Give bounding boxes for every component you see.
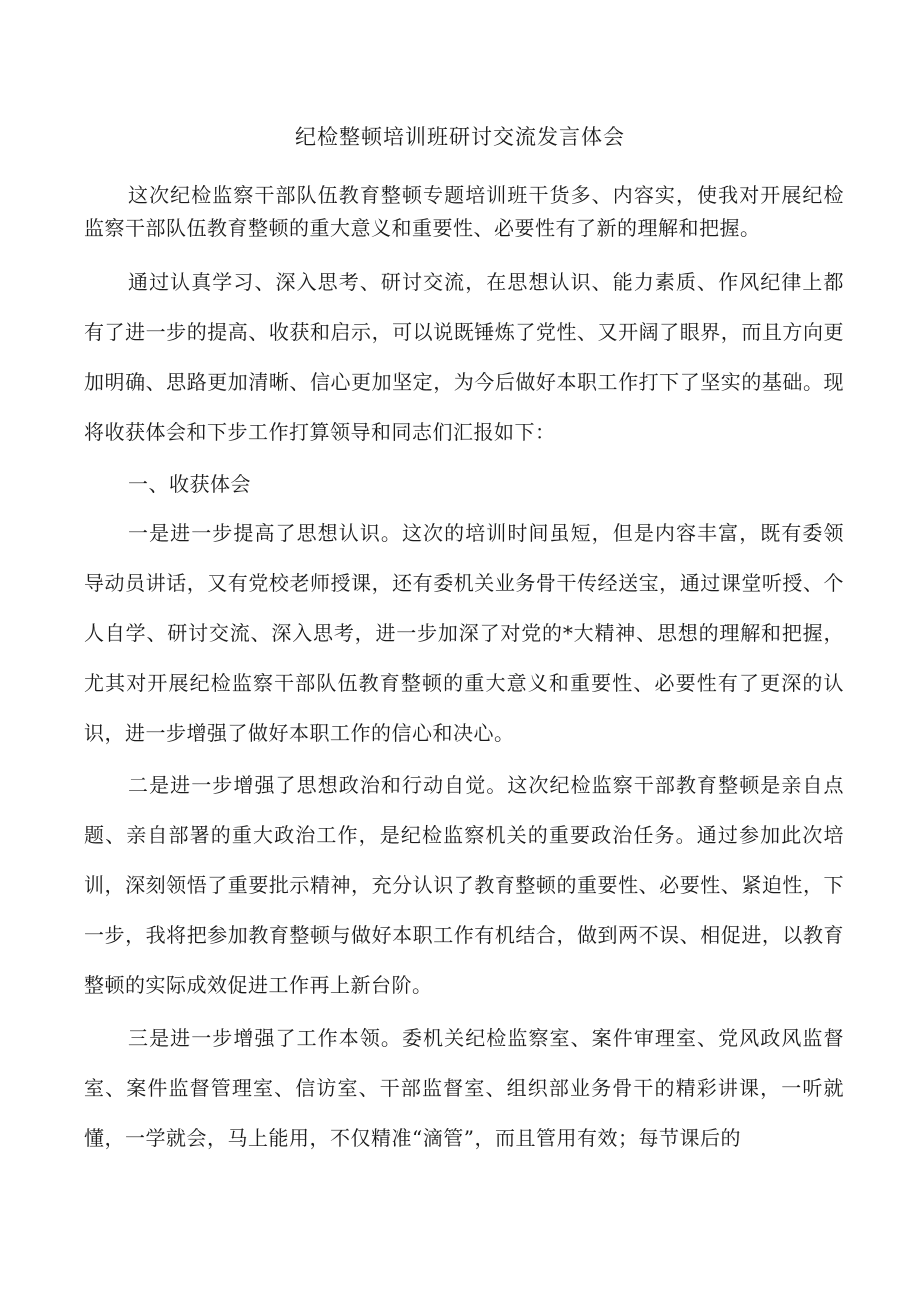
document-title: 纪检整顿培训班研讨交流发言体会 (295, 125, 625, 149)
paragraph-intro: 这次纪检监察干部队伍教育整顿专题培训班干货多、内容实，使我对开展纪检监察干部队伍教育整顿的重大意义和重要性、必要性有了新的理解和把握。 (84, 183, 844, 240)
paragraph-summary: 通过认真学习、深入思考、研讨交流，在思想认识、能力素质、作风纪律上都有了进一步的提高、收获和启示，可以说既锤炼了党性、又开阔了眼界，而且方向更加明确、思路更加清晰、信心更加坚定，为今后做好本职工作打下了坚实的基础。现将收获体会和下步工作打算领导和同志们汇报如下： (84, 270, 844, 444)
paragraph-point-three: 三是进一步增强了工作本领。委机关纪检监察室、案件审理室、党风政风监督室、案件监督管理室、信访室、干部监督室、组织部业务骨干的精彩讲课，一听就懂，一学就会，马上能用，不仅精准“滴管”，而且管用有效；每节课后的 (84, 1026, 844, 1150)
paragraph-point-two: 二是进一步增强了思想政治和行动自觉。这次纪检监察干部教育整顿是亲自点题、亲自部署的重大政治工作，是纪检监察机关的重要政治任务。通过参加此次培训，深刻领悟了重要批示精神，充分认识了教育整顿的重要性、必要性、紧迫性，下一步，我将把参加教育整顿与做好本职工作有机结合，做到两不误、相促进，以教育整顿的实际成效促进工作再上新台阶。 (84, 773, 844, 997)
section-heading: 一、收获体会 (128, 472, 251, 496)
paragraph-point-one: 一是进一步提高了思想认识。这次的培训时间虽短，但是内容丰富，既有委领导动员讲话，又有党校老师授课，还有委机关业务骨干传经送宝，通过课堂听授、个人自学、研讨交流、深入思考，进一步加深了对党的*大精神、思想的理解和把握，尤其对开展纪检监察干部队伍教育整顿的重大意义和重要性、必要性有了更深的认识，进一步增强了做好本职工作的信心和决心。 (84, 521, 844, 745)
